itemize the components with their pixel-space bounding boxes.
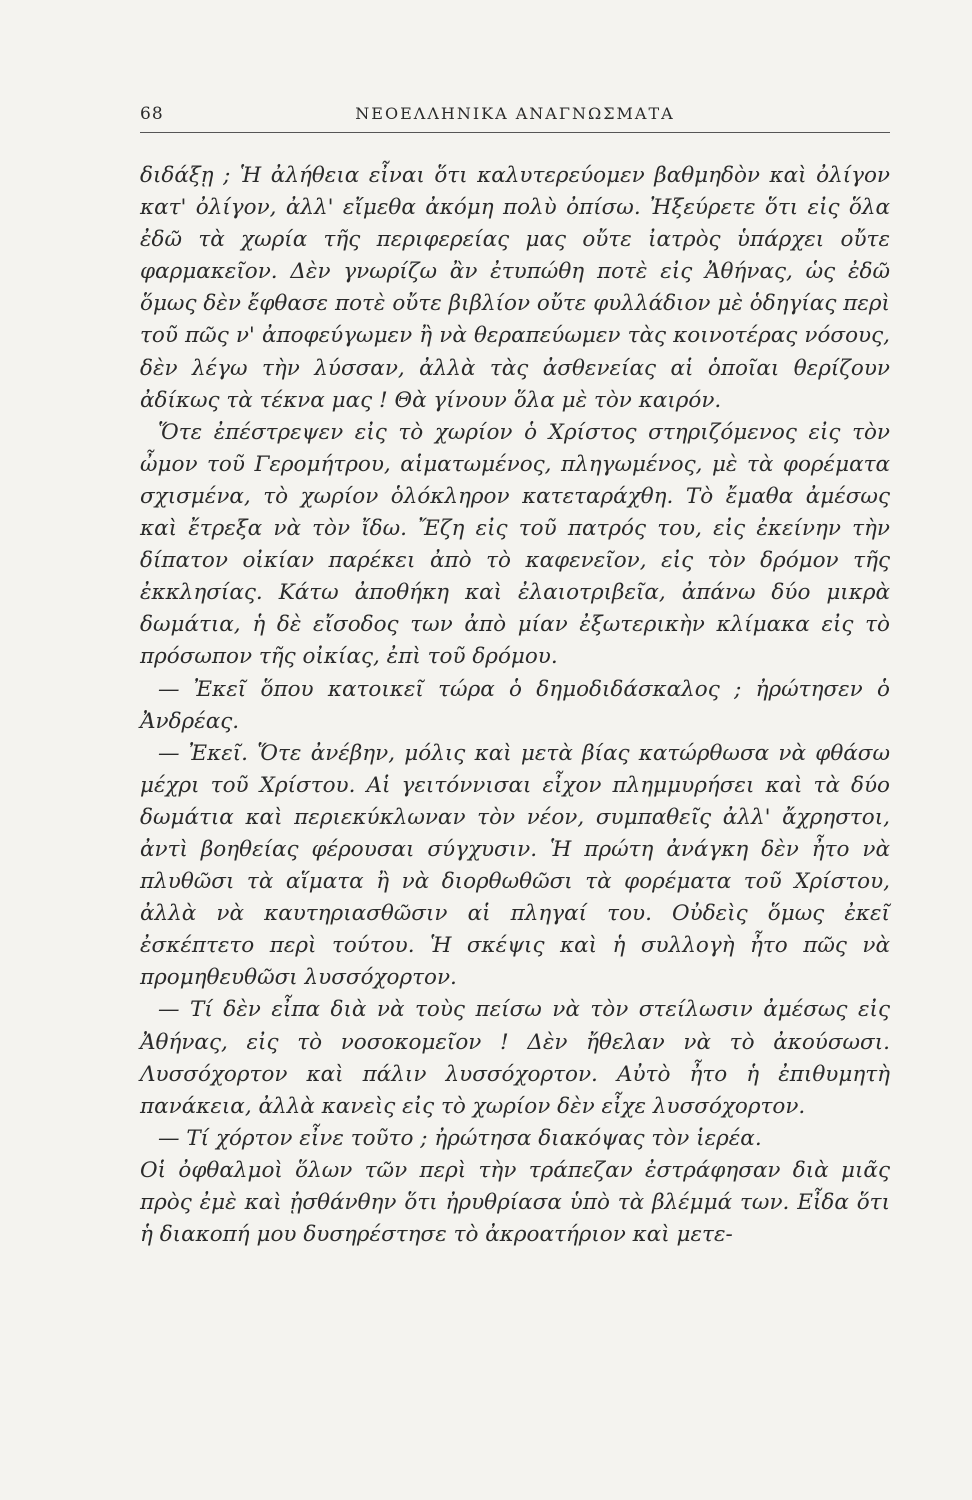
paragraph: — Ἐκεῖ ὅπου κατοικεῖ τώρα ὁ δημοδιδάσκαλος ; ἠρώτησεν ὁ Ἀνδρέας. [140, 676, 890, 734]
paragraph: διδάξῃ ; Ἡ ἀλήθεια εἶναι ὅτι καλυτερεύομεν βαθμηδὸν καὶ ὀλίγον κατ' ὀλίγον, ἀλλ' εἴμεθα ἀκόμη πολὺ ὀπίσω. Ἠξεύρετε ὅτι εἰς ὅλα ἐδῶ τὰ χωρία τῆς περιφερείας μας οὔτε ἰατρὸς ὑπάρχει οὔτε φαρμακεῖον. Δὲν γνωρίζω ἂν ἐτυπώθη ποτὲ εἰς Ἀθήνας, ὡς ἐδῶ ὅμως δὲν ἔφθασε ποτὲ οὔτε βιβλίον οὔτε φυλλάδιον μὲ ὁδηγίας περὶ τοῦ πῶς ν' ἀποφεύγωμεν ἢ νὰ θεραπεύωμεν τὰς κοινοτέρας νόσους, δὲν λέγω τὴν λύσσαν, ἀλλὰ τὰς ἀσθενείας αἱ ὁποῖαι θερίζουν ἀδίκως τὰ τέκνα μας ! Θὰ γίνουν ὅλα μὲ τὸν καιρόν. [140, 163, 890, 413]
paragraph: — Τί χόρτον εἶνε τοῦτο ; ἠρώτησα διακόψας τὸν ἱερέα. [158, 1125, 762, 1151]
paragraph: Ὅτε ἐπέστρεψεν εἰς τὸ χωρίον ὁ Χρίστος στηριζόμενος εἰς τὸν ὦμον τοῦ Γερομήτρου, αἱματωμένος, πληγωμένος, μὲ τὰ φορέματα σχισμένα, τὸ χωρίον ὁλόκληρον κατεταράχθη. Τὸ ἔμαθα ἀμέσως καὶ ἔτρεξα νὰ τὸν ἴδω. Ἔζη εἰς τοῦ πατρός του, εἰς ἐκείνην τὴν δίπατον οἰκίαν παρέκει ἀπὸ τὸ καφενεῖον, εἰς τὸν δρόμον τῆς ἐκκλησίας. Κάτω ἀποθήκη καὶ ἐλαιοτριβεῖα, ἀπάνω δύο μικρὰ δωμάτια, ἡ δὲ εἴσοδος των ἀπὸ μίαν ἐξωτερικὴν κλίμακα εἰς τὸ πρόσωπον τῆς οἰκίας, ἐπὶ τοῦ δρόμου. [140, 419, 890, 670]
running-head [140, 104, 890, 133]
paragraph: — Τί δὲν εἶπα διὰ νὰ τοὺς πείσω νὰ τὸν στείλωσιν ἀμέσως εἰς Ἀθήνας, εἰς τὸ νοσοκομεῖον ! Δὲν ἤθελαν νὰ τὸ ἀκούσωσι. Λυσσόχορτον καὶ πάλιν λυσσόχορτον. Αὐτὸ ἦτο ἡ ἐπιθυμητὴ πανάκεια, ἀλλὰ κανεὶς εἰς τὸ χωρίον δὲν εἶχε λυσσόχορτον. [140, 997, 890, 1119]
page-number: 68 [140, 104, 164, 124]
paragraph: — Ἐκεῖ. Ὅτε ἀνέβην, μόλις καὶ μετὰ βίας κατώρθωσα νὰ φθάσω μέχρι τοῦ Χρίστου. Αἱ γειτόννισαι εἶχον πλημμυρήσει καὶ τὰ δύο δωμάτια καὶ περιεκύκλωναν τὸν νέον, συμπαθεῖς ἀλλ' ἄχρηστοι, ἀντὶ βοηθείας φέρουσαι σύγχυσιν. Ἡ πρώτη ἀνάγκη δὲν ἦτο νὰ πλυθῶσι τὰ αἵματα ἢ νὰ διορθωθῶσι τὰ φορέματα τοῦ Χρίστου, ἀλλὰ νὰ καυτηριασθῶσιν αἱ πληγαί του. Οὐδεὶς ὅμως ἐκεῖ ἐσκέπτετο περὶ τούτου. Ἡ σκέψις καὶ ἡ συλλογὴ ἦτο πῶς νὰ προμηθευθῶσι λυσσόχορτον. [140, 740, 890, 991]
book-title: ΝΕΟΕΛΛΗΝΙΚΑ ΑΝΑΓΝΩΣΜΑΤΑ [355, 104, 675, 123]
paragraph: Οἱ ὀφθαλμοὶ ὅλων τῶν περὶ τὴν τράπεζαν ἐστράφησαν διὰ μιᾶς πρὸς ἐμὲ καὶ ᾐσθάνθην ὅτι ἠρυθρίασα ὑπὸ τὰ βλέμμά των. Εἶδα ὅτι ἡ διακοπή μου δυσηρέστησε τὸ ἀκροατήριον καὶ μετε- [140, 1157, 890, 1248]
body-text [140, 160, 890, 1251]
